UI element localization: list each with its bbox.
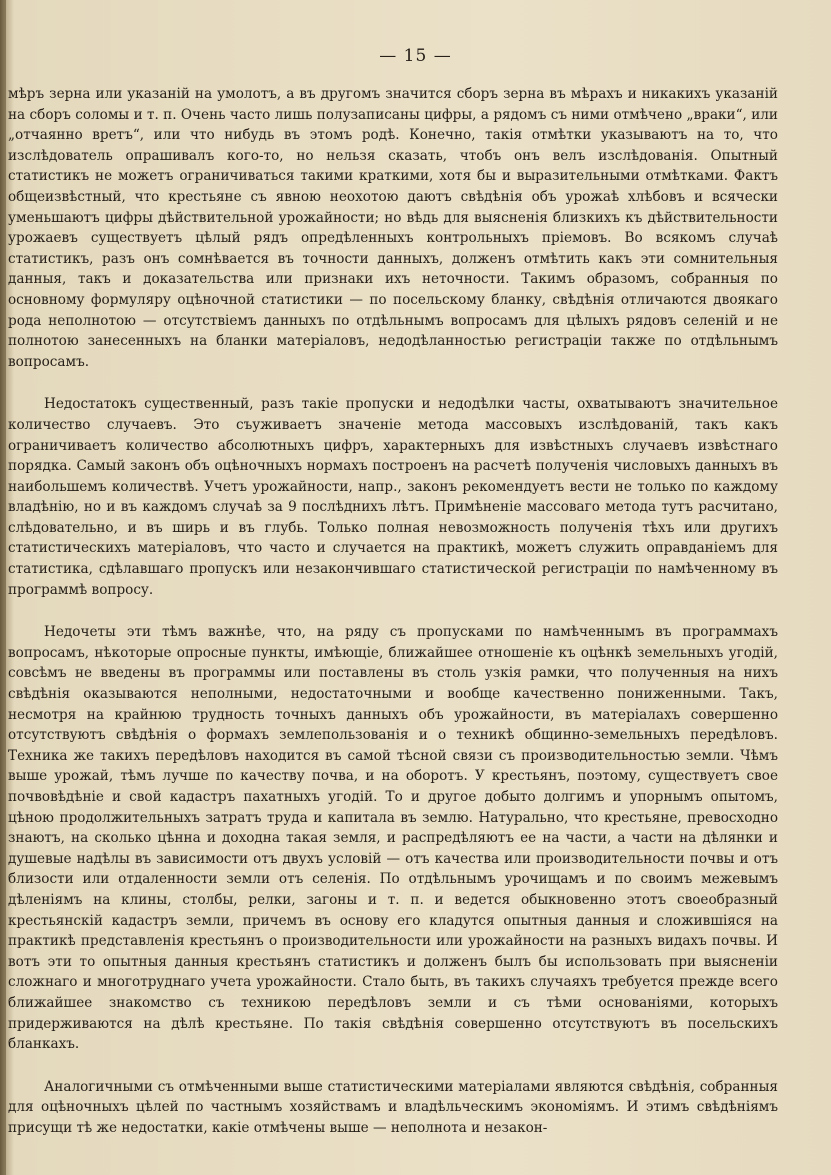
page-number: — 15 — (379, 46, 452, 66)
paragraph-4: Аналогичными съ отмѣченными выше статистическими матеріалами являются свѣдѣнія, собранныя для оцѣночныхъ цѣлей по частнымъ хозяйствамъ и владѣльческимъ экономіямъ. И этимъ свѣдѣніямъ присущи тѣ же недостатки, какіе отмѣчены выше — неполнота и незакон- (8, 1078, 778, 1136)
paragraph-1: мѣръ зерна или указаній на умолотъ, а въ другомъ значится сборъ зерна въ мѣрахъ и никакихъ указаній на сборъ соломы и т. п. Очень часто лишь полузаписаны цифры, а рядомъ съ ними отмѣчено „враки“, или „отчаянно вретъ“, или что нибудь въ этомъ родѣ. Конечно, такія отмѣтки указываютъ на то, что изслѣдователь опрашивалъ кого-то, но нельзя сказать, чтобъ онъ велъ изслѣдованія. Опытный статистикъ не можетъ ограничиваться такими краткими, хотя бы и выразительными отмѣтками. Фактъ общеизвѣстный, что крестьяне съ явною неохотою даютъ свѣдѣнія объ урожаѣ хлѣбовъ и всячески уменьшаютъ цифры дѣйствительной урожайности; но вѣдь для выясненія близкихъ къ дѣйствительности урожаевъ существуетъ цѣлый рядъ опредѣленныхъ контрольныхъ пріемовъ. Во всякомъ случаѣ статистикъ, разъ онъ сомнѣвается въ точности данныхъ, долженъ отмѣтить какъ эти сомнительныя данныя, такъ и доказательства или признаки ихъ неточности. Такимъ образомъ, собранныя по основному формуляру оцѣночной статистики — по посельскому бланку, свѣдѣнія отличаются двоякаго рода неполнотою — отсутствіемъ данныхъ по отдѣльнымъ вопросамъ для цѣлыхъ рядовъ селеній и не полнотою занесенныхъ на бланки матеріаловъ, недодѣланностью регистраціи также по отдѣльнымъ вопросамъ. (8, 86, 778, 370)
paragraph-2: Недостатокъ существенный, разъ такіе пропуски и недодѣлки часты, охватываютъ значительное количество случаевъ. Это съуживаетъ значеніе метода массовыхъ изслѣдованій, такъ какъ ограничиваетъ количество абсолютныхъ цифръ, характерныхъ для извѣстныхъ случаевъ извѣстнаго порядка. Самый законъ объ оцѣночныхъ нормахъ построенъ на расчетѣ полученія числовыхъ данныхъ въ наибольшемъ количествѣ. Учетъ урожайности, напр., законъ рекомендуетъ вести не только по каждому владѣнію, но и въ каждомъ случаѣ за 9 послѣднихъ лѣтъ. Примѣненіе массоваго метода тутъ расчитано, слѣдовательно, и въ ширь и въ глубь. Только полная невозможность полученія тѣхъ или другихъ статистическихъ матеріаловъ, что часто и случается на практикѣ, можетъ служить оправданіемъ для статистика, сдѣлавшаго пропускъ или незакончившаго статистической регистраціи по намѣченному въ программѣ вопросу. (8, 396, 778, 598)
paragraph-3: Недочеты эти тѣмъ важнѣе, что, на ряду съ пропусками по намѣченнымъ въ программахъ вопросамъ, нѣкоторые опросные пункты, имѣющіе, ближайшее отношеніе къ оцѣнкѣ земельныхъ угодій, совсѣмъ не введены въ программы или поставлены въ столь узкія рамки, что полученныя на нихъ свѣдѣнія оказываются неполными, недостаточными и вообще качественно пониженными. Такъ, несмотря на крайнюю трудность точныхъ данныхъ объ урожайности, въ матеріалахъ совершенно отсутствуютъ свѣдѣнія о формахъ землепользованія и о техникѣ общинно-земельныхъ передѣловъ. Техника же такихъ передѣловъ находится въ самой тѣсной связи съ производительностью земли. Чѣмъ выше урожай, тѣмъ лучше по качеству почва, и на оборотъ. У крестьянъ, поэтому, существуетъ свое почвовѣдѣніе и свой кадастръ пахатныхъ угодій. То и другое добыто долгимъ и упорнымъ опытомъ, цѣною продолжительныхъ затратъ труда и капитала въ землю. Натурально, что крестьяне, превосходно знаютъ, на сколько цѣнна и доходна такая земля, и распредѣляютъ ее на части, а части на дѣлянки и душевые надѣлы въ зависимости отъ двухъ условій — отъ качества или производительности почвы и отъ близости или отдаленности земли отъ селенія. По отдѣльнымъ урочищамъ и по своимъ межевымъ дѣленіямъ на клины, столбы, релки, загоны и т. п. и ведется обыкновенно этотъ своеобразный крестьянскій кадастръ земли, причемъ въ основу его кладутся опытныя данныя и сложившіяся на практикѣ представленія крестьянъ о производительности или урожайности на разныхъ видахъ почвы. И вотъ эти то опытныя данныя крестьянъ статистикъ и долженъ былъ бы использовать при выясненіи сложнаго и многотруднаго учета урожайности. Стало быть, въ такихъ случаяхъ требуется прежде всего ближайшее знакомство съ техникою передѣловъ земли и съ тѣми основаніями, которыхъ придерживаются на дѣлѣ крестьяне. По такія свѣдѣнія совершенно отсутствуютъ въ посельскихъ бланкахъ. (8, 624, 778, 1053)
binding-shadow (0, 0, 6, 1175)
body-text (8, 84, 778, 1139)
